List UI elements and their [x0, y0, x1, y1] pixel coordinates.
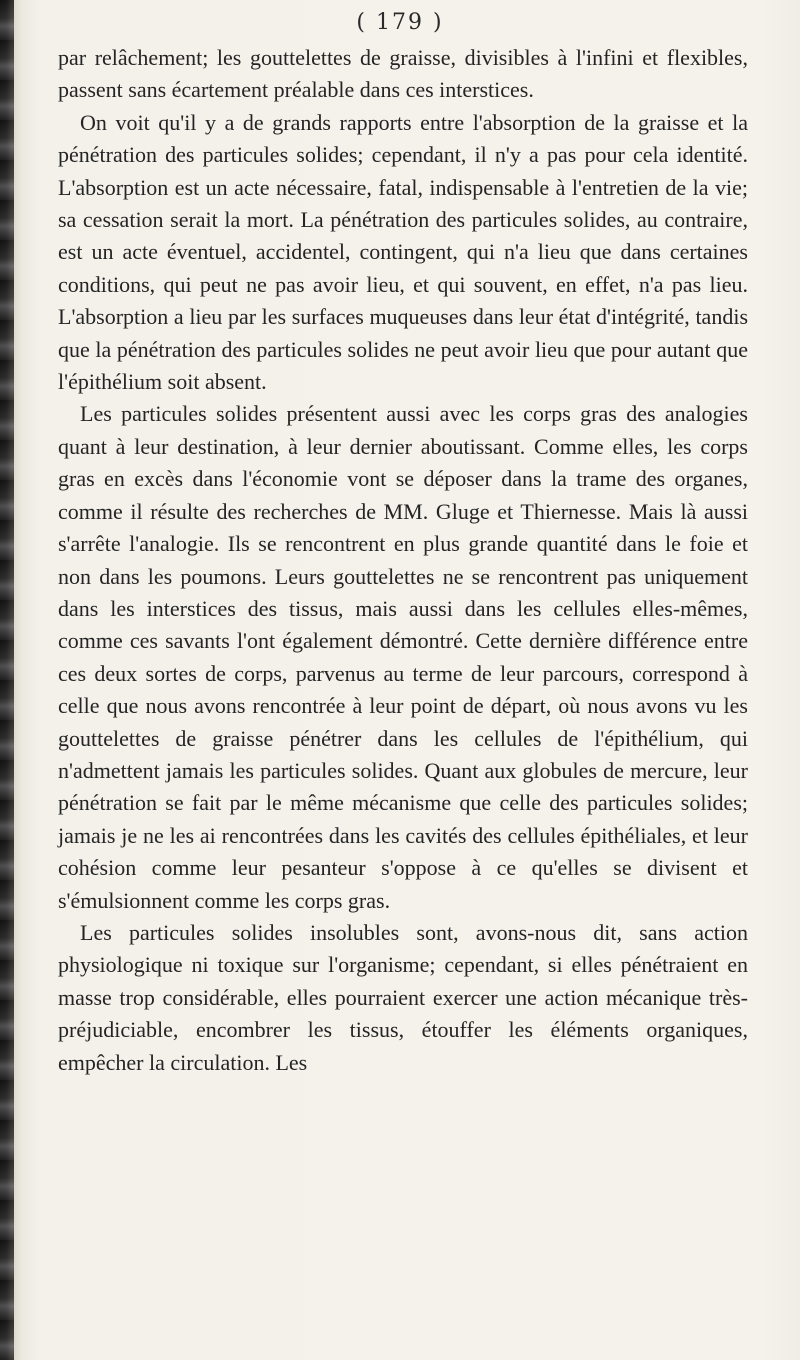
paragraph-continuation: par relâchement; les gouttelettes de graisse, divisibles à l'infini et flexibles, passent sans écartement préalable dans ces interstices.: [58, 45, 748, 103]
paragraph-absorption: On voit qu'il y a de grands rapports entre l'absorption de la graisse et la pénétration des particules solides; cependant, il n'y a pas pour cela identité. L'absorption est un acte nécessaire, fatal, indispensable à l'entretien de la vie; sa cessation serait la mort. La pénétration des particules solides, au contraire, est un acte éventuel, accidentel, contingent, qui n'a lieu que dans certaines conditions, qui peut ne pas avoir lieu, et qui souvent, en effet, n'a pas lieu. L'absorption a lieu par les surfaces muqueuses dans leur état d'intégrité, tandis que la pénétration des particules solides ne peut avoir lieu que pour autant que l'épithélium soit absent.: [58, 109, 748, 395]
body-text: [58, 42, 748, 1079]
paragraph-analogies: Les particules solides présentent aussi avec les corps gras des analogies quant à leur destination, à leur dernier aboutissant. Comme elles, les corps gras en excès dans l'économie vont se déposer dans la trame des organes, comme il résulte des recherches de MM. Gluge et Thiernesse. Mais là aussi s'arrête l'analogie. Ils se rencontrent en plus grande quantité dans le foie et non dans les poumons. Leurs gouttelettes ne se rencontrent pas uniquement dans les interstices des tissus, mais aussi dans les cellules elles-mêmes, comme ces savants l'ont également démontré. Cette dernière différence entre ces deux sortes de corps, parvenus au terme de leur parcours, correspond à celle que nous avons rencontrée à leur point de départ, où nous avons vu les gouttelettes de graisse pénétrer dans les cellules de l'épithélium, qui n'admettent jamais les particules solides. Quant aux globules de mercure, leur pénétration se fait par le même mécanisme que celle des particules solides; jamais je ne les ai rencontrées dans les cavités des cellules épithéliales, et leur cohésion comme leur pesanteur s'oppose à ce qu'elles se divisent et s'émulsionnent comme les corps gras.: [58, 401, 748, 913]
page-number: ( 179 ): [356, 10, 444, 35]
book-spine-shadow: [0, 0, 14, 1360]
paragraph-insoluble-particles: Les particules solides insolubles sont, avons-nous dit, sans action physiologique ni toxique sur l'organisme; cependant, si elles pénétraient en masse trop considérable, elles pourraient exercer une action mécanique très-préjudiciable, encombrer les tissus, étouffer les éléments organiques, empêcher la circulation. Les: [58, 919, 748, 1075]
